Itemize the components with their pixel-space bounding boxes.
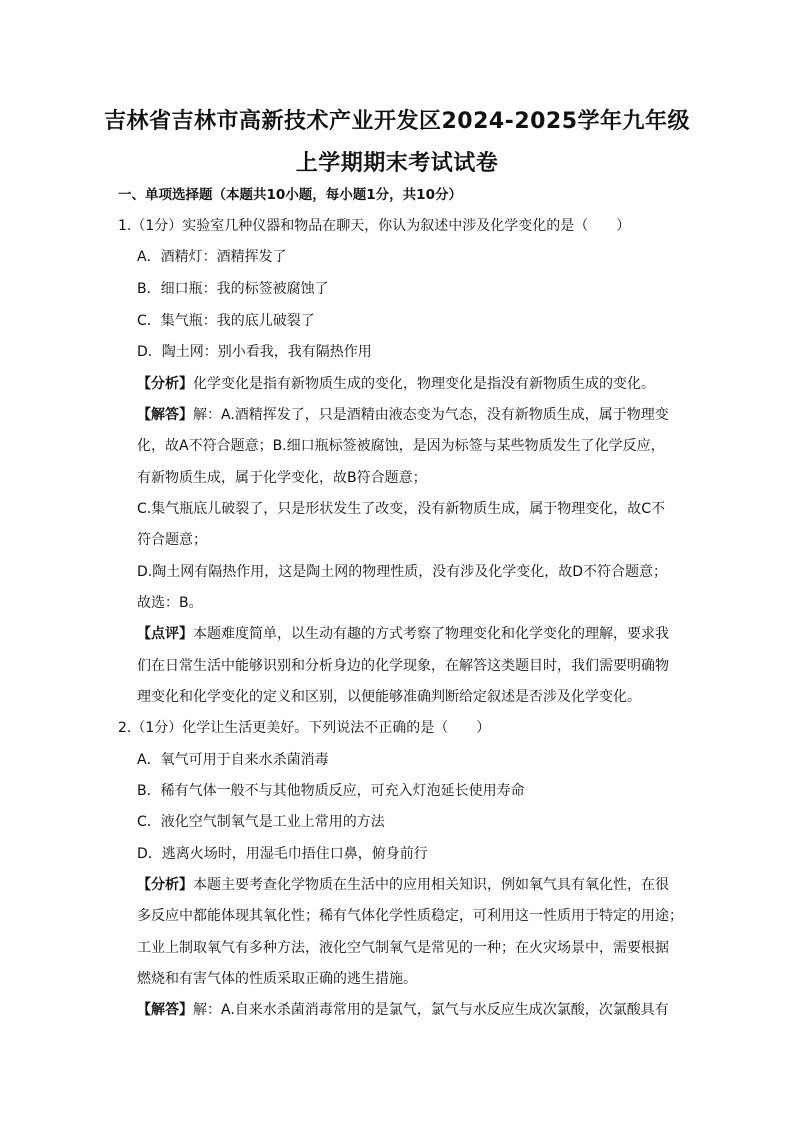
question-1-comment-line: 们在日常生活中能够识别和分析身边的化学现象，在解答这类题目时，我们需要明确物 xyxy=(137,658,669,674)
question-1-answer-line: 符合题意； xyxy=(137,532,207,548)
question-2-answer-line xyxy=(137,1001,669,1019)
question-1-answer-line: 化，故A不符合题意；B.细口瓶标签被腐蚀，是因为标签与某些物质发生了化学反应， xyxy=(137,438,665,454)
question-1-option-c: C．集气瓶：我的底儿破裂了 xyxy=(137,313,315,329)
question-2-option-a: A．氧气可用于自来水杀菌消毒 xyxy=(137,752,329,768)
answer-text: 解：A.酒精挥发了，只是酒精由液态变为气态，没有新物质生成，属于物理变 xyxy=(193,407,669,423)
question-2-analysis-line: 多反应中都能体现其氧化性；稀有气体化学性质稳定，可利用这一性质用于特定的用途； xyxy=(137,908,683,924)
analysis-text: 化学变化是指有新物质生成的变化，物理变化是指没有新物质生成的变化。 xyxy=(193,376,655,392)
document-title-line1: 吉林省吉林市高新技术产业开发区2024-2025学年九年级 xyxy=(103,109,691,134)
comment-tag: 【点评】 xyxy=(137,626,193,642)
question-2-option-d: D．逃离火场时，用湿毛巾捂住口鼻，俯身前行 xyxy=(137,846,428,862)
question-1-option-a: A．酒精灯：酒精挥发了 xyxy=(137,249,287,265)
question-1-comment-line xyxy=(137,625,669,643)
question-2-option-b: B．稀有气体一般不与其他物质反应，可充入灯泡延长使用寿命 xyxy=(137,783,525,799)
document-title-line2: 上学期期末考试试卷 xyxy=(295,151,499,176)
question-1-answer-line xyxy=(137,406,669,424)
answer-text: 解：A.自来水杀菌消毒常用的是氯气，氯气与水反应生成次氯酸，次氯酸具有 xyxy=(193,1002,669,1018)
question-1-answer-line: 故选：B。 xyxy=(137,595,203,611)
analysis-tag: 【分析】 xyxy=(137,376,193,392)
question-1-option-d: D．陶土网：别小看我，我有隔热作用 xyxy=(137,344,372,360)
question-1-answer-line: 有新物质生成，属于化学变化，故B符合题意； xyxy=(137,470,427,486)
comment-text: 本题难度简单，以生动有趣的方式考察了物理变化和化学变化的理解，要求我 xyxy=(193,626,669,642)
question-2-analysis-line: 工业上制取氧气有多种方法，液化空气制氧气是常见的一种；在火灾场景中，需要根据 xyxy=(137,940,669,956)
question-2-analysis-line: 燃烧和有害气体的性质采取正确的逃生措施。 xyxy=(137,971,417,987)
section-heading: 一、单项选择题（本题共10小题，每小题1分，共10分） xyxy=(118,187,462,203)
question-1-stem: 1.（1分）实验室几种仪器和物品在聊天，你认为叙述中涉及化学变化的是（ ） xyxy=(118,218,631,234)
question-1-answer-line: D.陶土网有隔热作用，这是陶土网的物理性质，没有涉及化学变化，故D不符合题意； xyxy=(137,564,668,580)
question-2-stem: 2.（1分）化学让生活更美好。下列说法不正确的是（ ） xyxy=(118,720,491,736)
answer-tag: 【解答】 xyxy=(137,1002,193,1018)
question-1-comment-line: 理变化和化学变化的定义和区别，以便能够准确判断给定叙述是否涉及化学变化。 xyxy=(137,689,641,705)
question-1-answer-line: C.集气瓶底儿破裂了，只是形状发生了改变，没有新物质生成，属于物理变化，故C不 xyxy=(137,501,665,517)
question-1-analysis xyxy=(137,375,655,393)
analysis-text: 本题主要考查化学物质在生活中的应用相关知识，例如氧气具有氧化性，在很 xyxy=(193,877,669,893)
answer-tag: 【解答】 xyxy=(137,407,193,423)
analysis-tag: 【分析】 xyxy=(137,877,193,893)
question-1-option-b: B．细口瓶：我的标签被腐蚀了 xyxy=(137,281,329,297)
question-2-option-c: C．液化空气制氧气是工业上常用的方法 xyxy=(137,814,385,830)
question-2-analysis-line xyxy=(137,876,669,894)
